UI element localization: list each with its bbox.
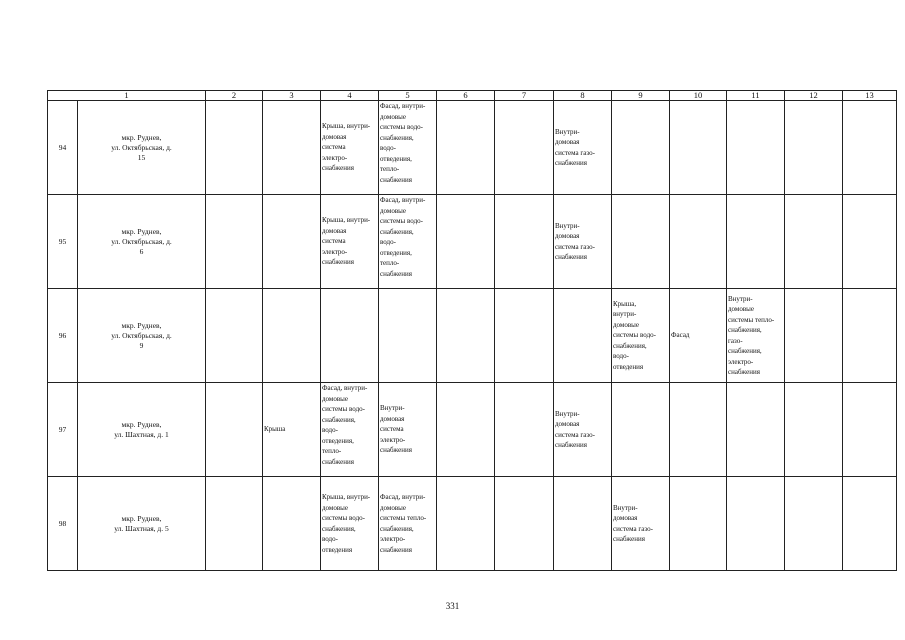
work-line: электро-	[728, 357, 754, 366]
cell-col-3	[263, 195, 321, 289]
work-line: системы тепло-	[728, 315, 775, 324]
cell-col-2	[206, 195, 263, 289]
address-line: ул. Шахтная, д. 5	[114, 523, 169, 533]
work-line: электро-	[380, 535, 406, 543]
cell-col-6	[437, 195, 495, 289]
work-line: электро-	[380, 435, 406, 444]
cell-col-2	[206, 289, 263, 383]
cell-col-12	[785, 195, 843, 289]
work-line: Крыша, внутри-	[322, 122, 371, 131]
header-cell-2: 2	[206, 91, 263, 101]
cell-col-9	[612, 383, 670, 477]
work-line: тепло-	[380, 259, 400, 267]
cell-col-10	[670, 195, 727, 289]
cell-col-12	[785, 477, 843, 571]
work-line: домовая	[322, 226, 347, 235]
cell-col-13	[843, 101, 897, 195]
work-line: системы водо-	[613, 331, 656, 340]
work-line: система газо-	[555, 148, 595, 157]
cell-col-7	[495, 383, 554, 477]
work-line: домовая	[322, 132, 347, 141]
cell-col-12	[785, 289, 843, 383]
work-line: снабжения	[555, 441, 587, 449]
work-line: домовые	[613, 320, 639, 329]
table-row	[48, 101, 897, 195]
cell-col-13	[843, 383, 897, 477]
cell-col-8	[554, 195, 612, 289]
work-line: Внутри-	[728, 294, 753, 303]
cell-col-4	[321, 195, 379, 289]
work-line: домовые	[380, 112, 406, 121]
address-line: ул. Октябрьская, д.	[111, 236, 172, 246]
address-line: ул. Шахтная, д. 1	[114, 429, 169, 439]
address-cell	[78, 195, 206, 289]
work-line: водо-	[322, 535, 338, 543]
header-cell-8: 8	[554, 91, 612, 101]
work-line: Крыша,	[613, 299, 637, 308]
header-cell-10: 10	[670, 91, 727, 101]
work-line: водо-	[613, 352, 629, 361]
work-line: Крыша, внутри-	[322, 216, 371, 225]
cell-col-4	[321, 383, 379, 477]
work-line: домовые	[380, 503, 406, 512]
cell-col-10	[670, 383, 727, 477]
work-line: домовая	[555, 420, 580, 428]
table-row	[48, 383, 897, 477]
cell-col-8	[554, 477, 612, 571]
address-line: 15	[137, 152, 146, 162]
work-line: Внутри-	[555, 221, 580, 230]
cell-col-8	[554, 383, 612, 477]
cell-col-5	[379, 477, 437, 571]
work-schedule-table	[47, 90, 897, 571]
cell-col-5	[379, 289, 437, 383]
work-line: Внутри-	[380, 404, 405, 413]
work-line: Фасад, внутри-	[380, 493, 426, 501]
work-line: домовые	[322, 394, 348, 403]
cell-col-6	[437, 289, 495, 383]
cell-col-4	[321, 101, 379, 195]
cell-col-4	[321, 477, 379, 571]
cell-col-11	[727, 477, 785, 571]
work-line: Внутри-	[613, 503, 638, 512]
row-number: 95	[48, 195, 78, 289]
work-line: Крыша, внутри-	[322, 493, 371, 501]
work-line: снабжения,	[380, 133, 414, 142]
cell-col-10	[670, 101, 727, 195]
work-line: снабжения,	[613, 341, 647, 350]
work-line: отведения	[322, 545, 353, 554]
work-line: снабжения,	[380, 227, 414, 236]
work-line: домовые	[728, 305, 754, 313]
cell-col-7	[495, 289, 554, 383]
work-line: системы водо-	[380, 217, 423, 225]
cell-col-11	[727, 289, 785, 383]
address-cell	[78, 477, 206, 571]
cell-col-12	[785, 101, 843, 195]
work-line: снабжения,	[728, 326, 762, 334]
address-line: ул. Октябрьская, д.	[111, 330, 172, 340]
work-line: газо-	[728, 336, 743, 345]
cell-col-6	[437, 101, 495, 195]
cell-col-5	[379, 383, 437, 477]
work-line: отведения,	[322, 436, 354, 445]
cell-col-2	[206, 477, 263, 571]
cell-col-7	[495, 477, 554, 571]
address-line: ул. Октябрьская, д.	[111, 142, 172, 152]
work-line: тепло-	[380, 165, 400, 173]
cell-col-8	[554, 289, 612, 383]
work-line: домовая	[380, 414, 405, 423]
work-line: домовая	[613, 514, 638, 522]
work-line: отведения	[613, 362, 644, 371]
header-cell-7: 7	[495, 91, 554, 101]
table-row	[48, 195, 897, 289]
cell-col-13	[843, 289, 897, 383]
cell-col-12	[785, 383, 843, 477]
work-line: домовая	[555, 138, 580, 146]
work-line: системы тепло-	[380, 514, 427, 522]
cell-col-7	[495, 195, 554, 289]
work-line: Внутри-	[555, 409, 580, 418]
header-row	[48, 91, 897, 101]
cell-col-13	[843, 195, 897, 289]
work-line: снабжения	[322, 164, 354, 173]
work-line: снабжения	[613, 535, 645, 543]
work-line: системы водо-	[322, 514, 365, 522]
work-line: системы водо-	[322, 405, 365, 413]
cell-col-9	[612, 289, 670, 383]
cell-col-13	[843, 477, 897, 571]
cell-col-3	[263, 477, 321, 571]
work-line: водо-	[322, 426, 338, 434]
work-line: снабжения,	[380, 524, 414, 533]
address-cell	[78, 383, 206, 477]
cell-col-9	[612, 195, 670, 289]
header-cell-12: 12	[785, 91, 843, 101]
work-line: электро-	[322, 153, 348, 162]
cell-col-3	[263, 289, 321, 383]
cell-col-2	[206, 101, 263, 195]
address-line: 6	[139, 246, 144, 256]
work-line: домовая	[555, 232, 580, 240]
cell-col-2	[206, 383, 263, 477]
row-number: 97	[48, 383, 78, 477]
work-line: снабжения	[555, 253, 587, 261]
work-line: снабжения	[555, 159, 587, 167]
work-line: снабжения	[380, 446, 412, 455]
work-line: снабжения	[380, 175, 412, 184]
cell-col-4	[321, 289, 379, 383]
work-line: снабжения,	[322, 524, 356, 533]
work-line: водо-	[380, 238, 396, 246]
table-row	[48, 289, 897, 383]
work-line: системы водо-	[380, 123, 423, 131]
row-number: 96	[48, 289, 78, 383]
cell-col-10	[670, 477, 727, 571]
cell-col-3	[263, 383, 321, 477]
address-line: мкр. Руднев,	[121, 419, 162, 429]
address-cell	[78, 101, 206, 195]
header-cell-5: 5	[379, 91, 437, 101]
work-line: Фасад, внутри-	[380, 102, 426, 110]
cell-col-11	[727, 101, 785, 195]
header-cell-4: 4	[321, 91, 379, 101]
work-line: Фасад, внутри-	[380, 196, 426, 204]
cell-col-6	[437, 477, 495, 571]
address-line: мкр. Руднев,	[121, 226, 162, 236]
address-line: мкр. Руднев,	[121, 132, 162, 142]
cell-col-10	[670, 289, 727, 383]
header-cell-3: 3	[263, 91, 321, 101]
row-number: 94	[48, 101, 78, 195]
header-cell-13: 13	[843, 91, 897, 101]
address-cell	[78, 289, 206, 383]
work-line: снабжения	[380, 545, 412, 554]
work-line: Крыша	[264, 425, 286, 434]
work-line: снабжения,	[322, 415, 356, 424]
cell-col-6	[437, 383, 495, 477]
work-line: снабжения	[322, 258, 354, 267]
cell-col-9	[612, 101, 670, 195]
work-line: тепло-	[322, 447, 342, 455]
work-line: Фасад, внутри-	[322, 384, 368, 392]
work-line: домовые	[380, 206, 406, 215]
cell-col-9	[612, 477, 670, 571]
cell-col-7	[495, 101, 554, 195]
cell-col-8	[554, 101, 612, 195]
page-number: 331	[445, 601, 460, 611]
work-line: снабжения	[322, 457, 354, 466]
work-line: отведения,	[380, 248, 412, 257]
work-line: снабжения	[380, 269, 412, 278]
work-line: отведения,	[380, 154, 412, 163]
address-line: 9	[139, 340, 144, 350]
work-line: домовые	[322, 503, 348, 512]
work-line: Внутри-	[555, 127, 580, 136]
address-line: мкр. Руднев,	[121, 320, 162, 330]
table-row	[48, 477, 897, 571]
cell-col-11	[727, 195, 785, 289]
work-line: снабжения,	[728, 347, 762, 355]
work-line: система	[380, 425, 404, 434]
work-line: система газо-	[555, 242, 595, 251]
header-cell-11: 11	[727, 91, 785, 101]
header-cell-9: 9	[612, 91, 670, 101]
table-body	[48, 101, 897, 571]
cell-col-5	[379, 195, 437, 289]
work-line: внутри-	[613, 310, 637, 319]
header-cell-1: 1	[48, 91, 206, 101]
work-line: водо-	[380, 144, 396, 152]
work-line: система газо-	[555, 430, 595, 439]
cell-col-11	[727, 383, 785, 477]
address-line: мкр. Руднев,	[121, 513, 162, 523]
work-line: система	[322, 237, 346, 246]
work-line: система	[322, 143, 346, 152]
work-line: снабжения	[728, 368, 760, 376]
work-line: система газо-	[613, 524, 653, 533]
cell-col-5	[379, 101, 437, 195]
cell-col-3	[263, 101, 321, 195]
row-number: 98	[48, 477, 78, 571]
work-line: Фасад	[671, 331, 690, 340]
header-cell-6: 6	[437, 91, 495, 101]
work-line: электро-	[322, 247, 348, 256]
